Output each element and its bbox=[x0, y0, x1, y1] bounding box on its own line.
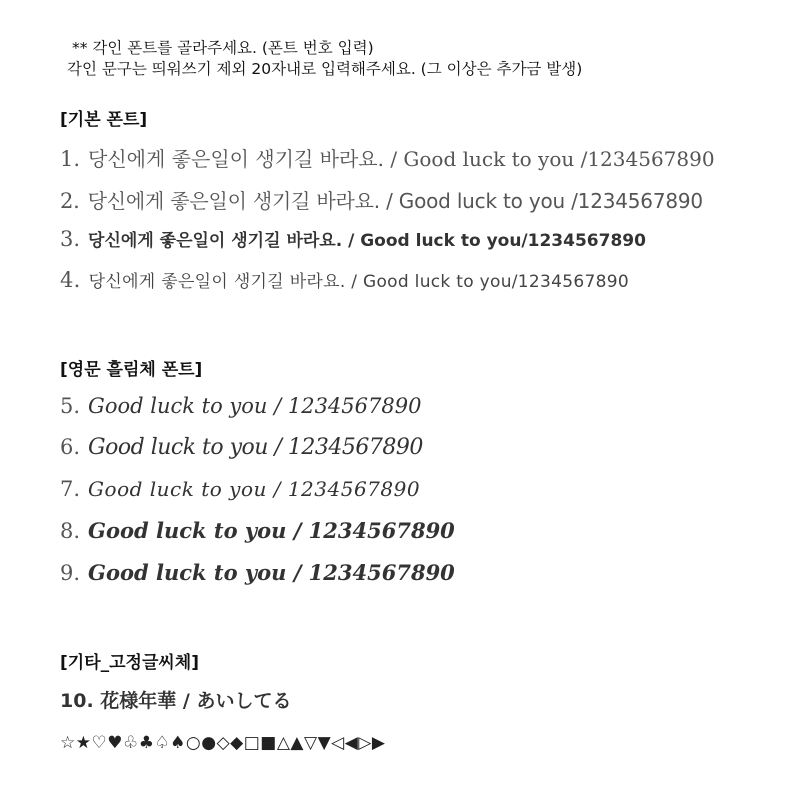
font-option-5[interactable] bbox=[60, 394, 421, 418]
font-option-sample: Good luck to you / 1234567890 bbox=[88, 477, 421, 501]
font-option-sample: 당신에게 좋은일이 생기길 바라요. / Good luck to you /1234567890 bbox=[87, 189, 703, 213]
font-option-sample: Good luck to you / 1234567890 bbox=[88, 518, 455, 543]
font-option-number: 9. bbox=[60, 561, 81, 585]
font-option-10[interactable]: 10. 花様年華 / あいしてる bbox=[60, 690, 292, 712]
font-option-7[interactable] bbox=[60, 477, 420, 501]
font-option-6[interactable] bbox=[60, 435, 423, 460]
font-option-2[interactable] bbox=[60, 185, 703, 214]
section-title-basic: [기본 폰트] bbox=[60, 110, 148, 130]
font-option-number: 7. bbox=[60, 477, 81, 501]
notice bbox=[67, 38, 583, 80]
font-option-9[interactable] bbox=[60, 560, 455, 585]
font-option-sample: 당신에게 좋은일이 생기길 바라요. / Good luck to you/1234567890 bbox=[88, 231, 646, 251]
notice-line-2: 각인 문구는 띄워쓰기 제외 20자내로 입력해주세요. (그 이상은 추가금 발생) bbox=[67, 60, 583, 78]
font-option-number: 8. bbox=[60, 519, 81, 543]
font-option-number: 3. bbox=[60, 227, 81, 251]
font-option-3[interactable] bbox=[60, 226, 646, 251]
font-option-sample: Good luck to you / 1234567890 bbox=[88, 560, 455, 585]
font-option-sample: Good luck to you / 1234567890 bbox=[88, 394, 422, 418]
font-option-4[interactable] bbox=[60, 267, 629, 292]
font-option-number: 5. bbox=[60, 394, 81, 418]
font-option-8[interactable] bbox=[60, 518, 455, 543]
section-title-script: [영문 흘림체 폰트] bbox=[60, 360, 203, 380]
font-option-1[interactable] bbox=[60, 143, 715, 172]
font-option-sample: 당신에게 좋은일이 생기길 바라요. / Good luck to you/1234567890 bbox=[88, 272, 629, 292]
font-option-number: 6. bbox=[60, 435, 81, 459]
section-title-other: [기타_고정글씨체] bbox=[60, 653, 199, 673]
notice-line-1: ** 각인 폰트를 골라주세요. (폰트 번호 입력) bbox=[72, 39, 374, 57]
font-option-sample: 당신에게 좋은일이 생기길 바라요. / Good luck to you /1234567890 bbox=[88, 147, 715, 171]
font-option-number: 4. bbox=[60, 268, 81, 292]
symbol-list: ☆★♡♥♧♣♤♠○●◇◆□■△▲▽▼◁◀▷▶ bbox=[60, 733, 386, 753]
font-option-sample: Good luck to you / 1234567890 bbox=[88, 435, 423, 460]
font-option-number: 2. bbox=[60, 189, 80, 213]
font-option-number: 1. bbox=[60, 147, 81, 171]
